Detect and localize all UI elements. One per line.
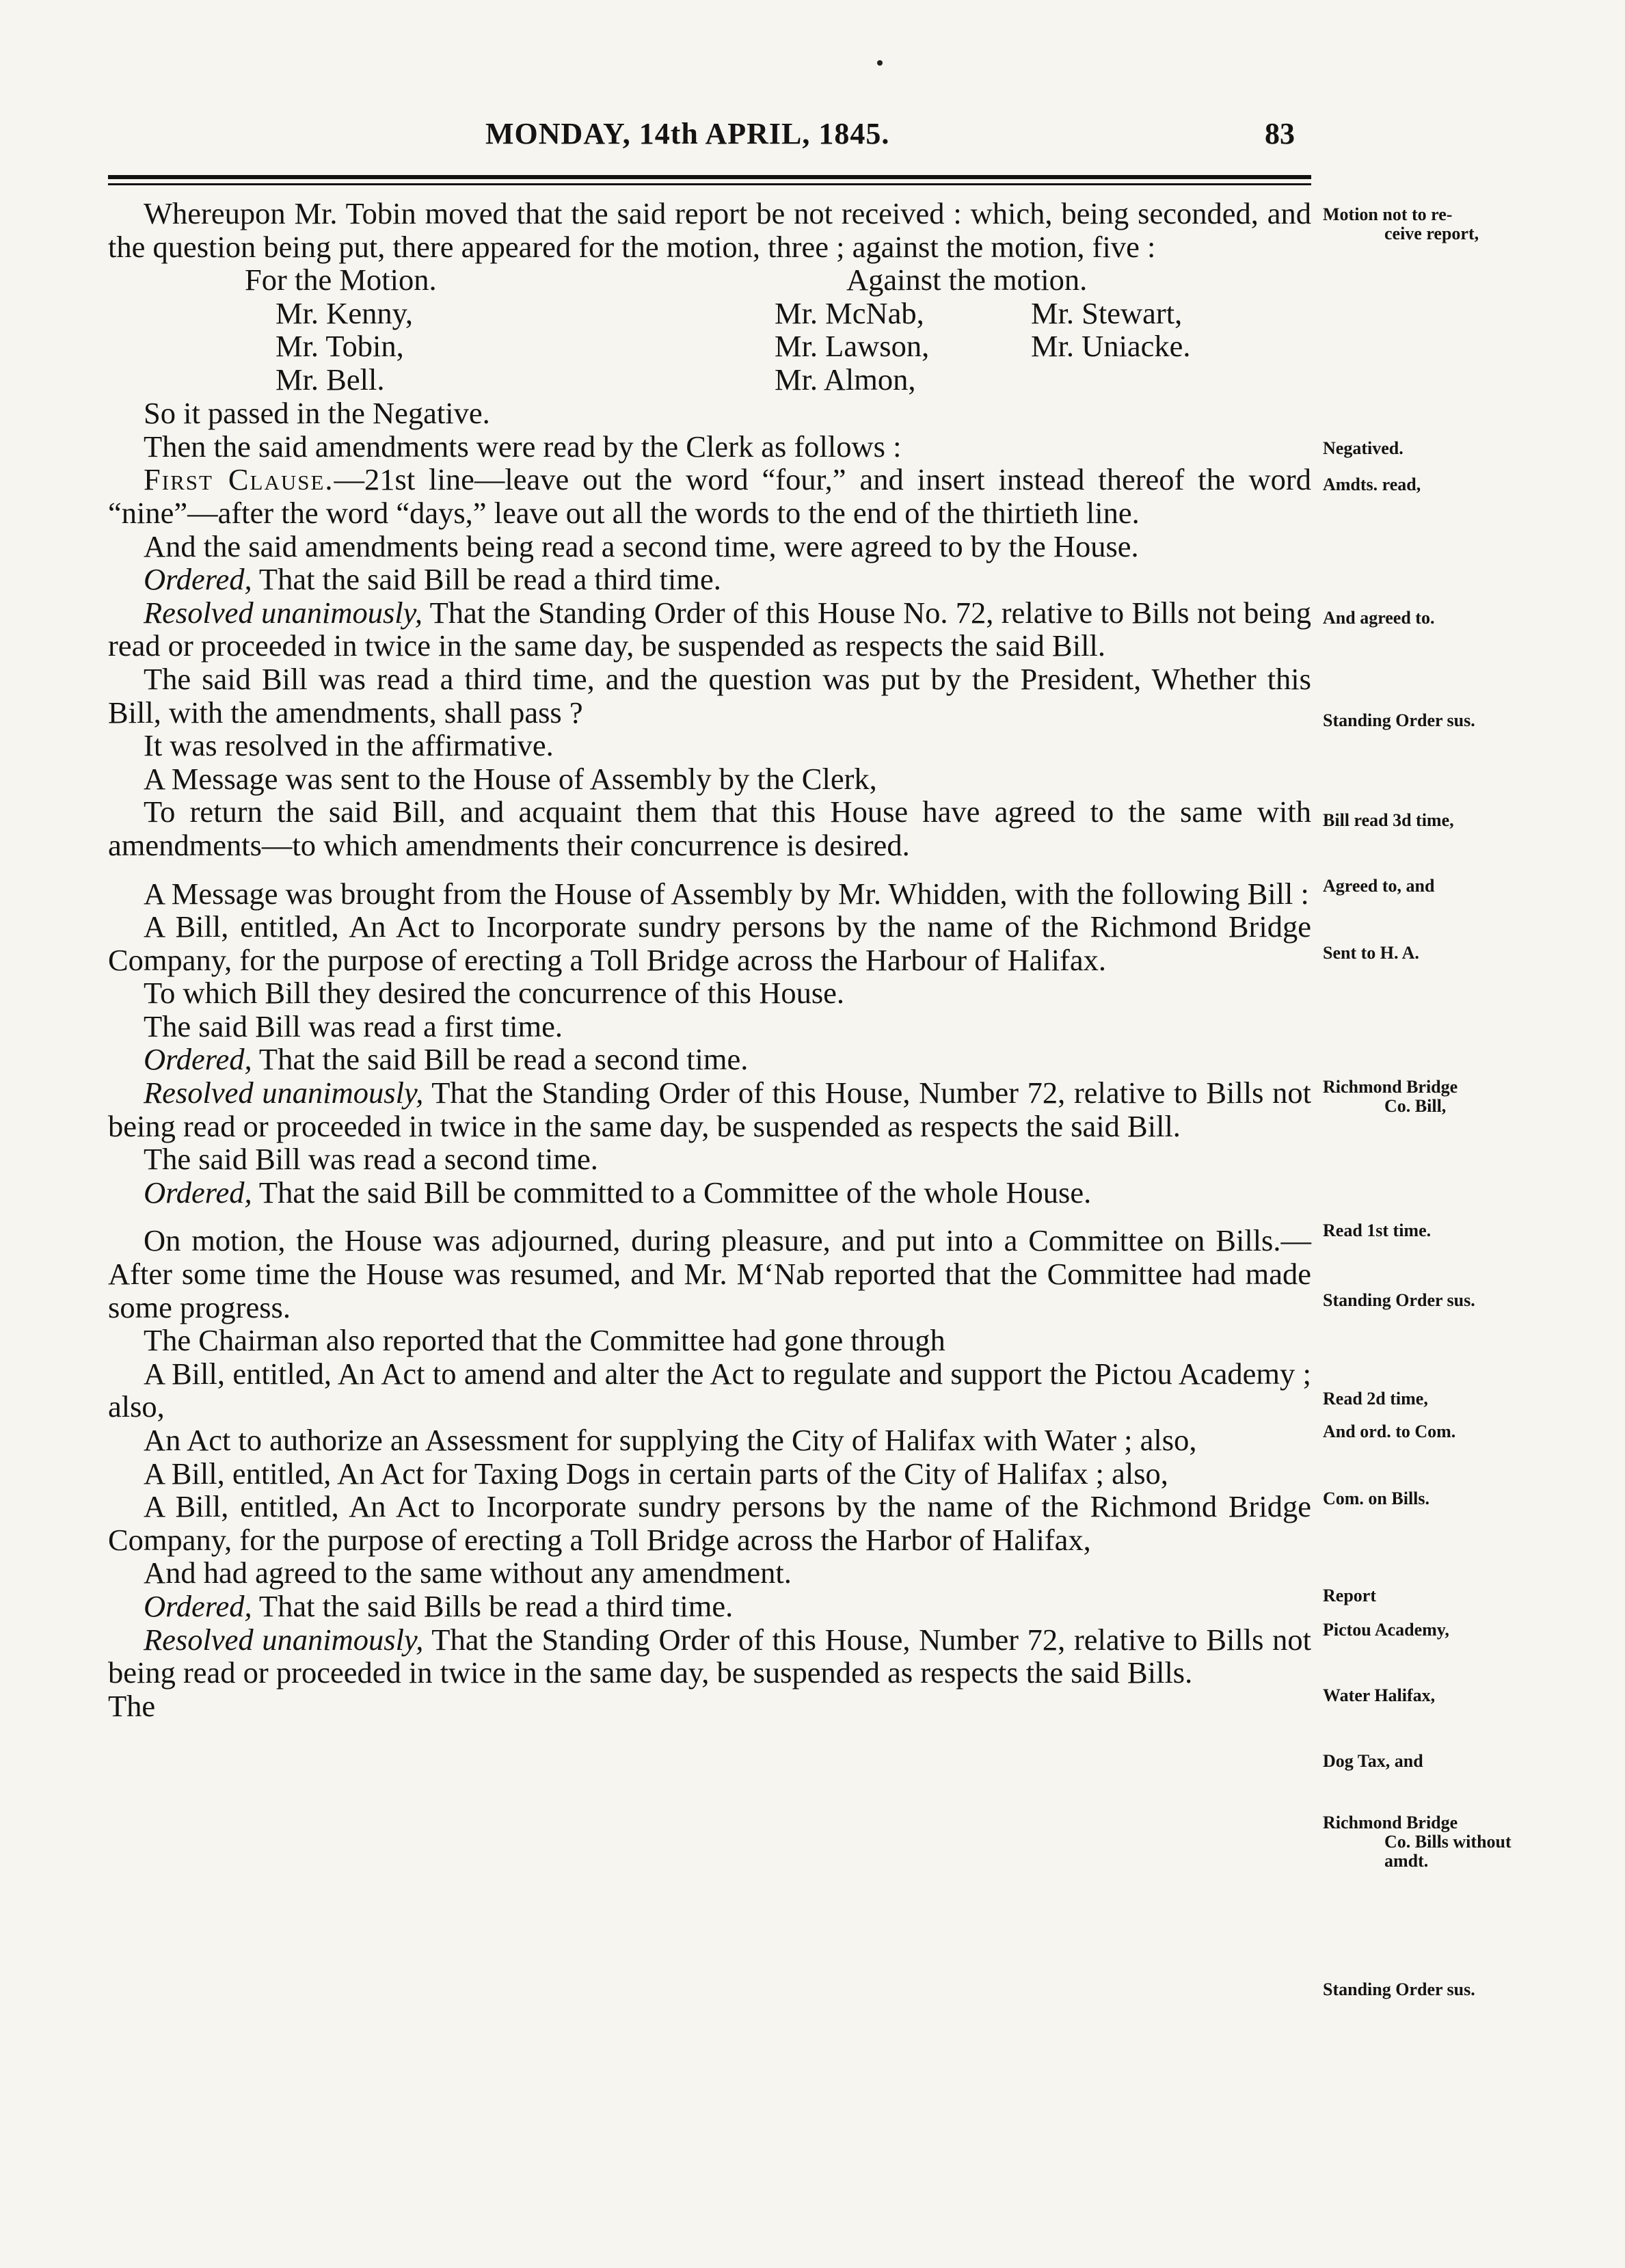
margin-note: Standing Order sus. (1323, 1290, 1475, 1310)
paragraph: Then the said amendments were read by the Clerk as follows : (144, 429, 902, 464)
order-label: Ordered, (144, 1588, 252, 1623)
paragraph: Whereupon Mr. Tobin moved that the said report be not received : which, being seconded, and the question being put, there appeared for the motion, three ; against the motion, five : (108, 196, 1311, 264)
paragraph: And had agreed to the same without any amendment. (144, 1556, 792, 1590)
paragraph (108, 563, 1311, 596)
division-list (108, 263, 1311, 397)
paragraph: To which Bill they desired the concurrence of this House. (144, 976, 845, 1011)
paragraph: So it passed in the Negative. (144, 396, 490, 431)
margin-note: Negatived. (1323, 438, 1404, 458)
paragraph: The said Bill was read a first time. (144, 1009, 563, 1043)
resolution-label: Resolved unanimously, (144, 595, 423, 630)
margin-note: Read 1st time. (1323, 1220, 1432, 1240)
against-motion-heading: Against the motion. (846, 263, 1088, 297)
for-member: Mr. Bell. (276, 362, 385, 397)
page-header (0, 116, 1625, 171)
margin-note-line: Co. Bills without (1384, 1832, 1512, 1852)
margin-note (1323, 205, 1624, 243)
resolution-text: That the Standing Order of this House, Number 72, relative to Bills not being read or proceeded in twice in the same day, be suspended as respects the said Bills. (108, 1622, 1311, 1690)
margin-note: Dog Tax, and (1323, 1751, 1423, 1771)
margin-note-line: ceive report, (1384, 224, 1479, 243)
margin-note: Com. on Bills. (1323, 1489, 1430, 1508)
margin-note: Standing Order sus. (1323, 710, 1475, 730)
margin-note: Report (1323, 1586, 1376, 1605)
margin-note-line: Motion not to re- (1323, 204, 1453, 224)
margin-note: And agreed to. (1323, 608, 1435, 628)
for-member: Mr. Tobin, (276, 329, 404, 364)
margin-note (1323, 1078, 1624, 1116)
margin-note (1323, 1813, 1624, 1871)
paragraph (108, 463, 1311, 529)
paragraph: It was resolved in the affirmative. (144, 728, 554, 763)
journal-body (108, 197, 1311, 1722)
paragraph (108, 1076, 1311, 1143)
paragraph: A Bill, entitled, An Act to amend and alter the Act to regulate and support the Pictou Academy ; also, (108, 1356, 1311, 1424)
margin-note: Amdts. read, (1323, 475, 1421, 494)
margin-note-line: Co. Bill, (1384, 1096, 1447, 1116)
margin-note-line: Richmond Bridge (1323, 1077, 1458, 1097)
paragraph (108, 596, 1311, 663)
against-member: Mr. Lawson, (775, 329, 930, 364)
against-member: Mr. Stewart, (1031, 296, 1183, 331)
paragraph: A Message was sent to the House of Assembly by the Clerk, (144, 761, 877, 796)
ink-dot (877, 60, 883, 66)
order-text: That the said Bills be read a third time. (252, 1588, 734, 1623)
paragraph: A Bill, entitled, An Act for Taxing Dogs in certain parts of the City of Halifax ; also, (144, 1456, 1168, 1491)
paragraph: On motion, the House was adjourned, during pleasure, and put into a Committee on Bills.—After some time the House was resumed, and Mr. M‘Nab reported that the Committee had made some progress. (108, 1223, 1311, 1324)
margin-note: Read 2d time, (1323, 1389, 1428, 1409)
clause-text: —21st line—leave out the word “four,” and insert instead thereof the word “nine”—after the word “days,” leave out all the words to the end of the thirtieth line. (108, 462, 1311, 530)
against-member: Mr. Uniacke. (1031, 329, 1191, 364)
order-label: Ordered, (144, 1042, 252, 1077)
for-motion-heading: For the Motion. (245, 263, 437, 297)
clause-label: First Clause. (144, 462, 334, 497)
margin-note: Sent to H. A. (1323, 943, 1419, 963)
page-title: MONDAY, 14th APRIL, 1845. (485, 117, 890, 150)
margin-note: Agreed to, and (1323, 876, 1435, 896)
margin-note: Pictou Academy, (1323, 1620, 1449, 1640)
paragraph (108, 1043, 1311, 1076)
order-text: That the said Bill be committed to a Committee of the whole House. (252, 1175, 1092, 1210)
paragraph: The said Bill was read a third time, and the question was put by the President, Whether this Bill, with the amendments, shall pass ? (108, 661, 1311, 730)
margin-note: And ord. to Com. (1323, 1422, 1456, 1441)
paragraph: A Message was brought from the House of Assembly by Mr. Whidden, with the following Bill : (144, 876, 1309, 911)
resolution-label: Resolved unanimously, (144, 1622, 424, 1657)
page-number: 83 (1265, 117, 1295, 150)
resolution-label: Resolved unanimously, (144, 1076, 424, 1110)
margin-note-line: amdt. (1384, 1851, 1429, 1871)
margin-note: Bill read 3d time, (1323, 810, 1454, 830)
paragraph (108, 1176, 1311, 1210)
catchword: The (108, 1688, 156, 1723)
margin-note-line: Richmond Bridge (1323, 1813, 1458, 1832)
margin-note: Water Halifax, (1323, 1685, 1436, 1705)
header-rule-thick (108, 175, 1311, 179)
paragraph: To return the said Bill, and acquaint them that this House have agreed to the same with amendments—to which amendments their concurrence is desired. (108, 795, 1311, 862)
paragraph: A Bill, entitled, An Act to Incorporate sundry persons by the name of the Richmond Bridge Company, for the purpose of erecting a Toll Bridge across the Harbour of Halifax. (108, 909, 1311, 977)
paragraph: A Bill, entitled, An Act to Incorporate sundry persons by the name of the Richmond Bridge Company, for the purpose of erecting a Toll Bridge across the Harbor of Halifax, (108, 1489, 1311, 1557)
order-label: Ordered, (144, 1175, 252, 1210)
paragraph (108, 1623, 1311, 1690)
paragraph: The Chairman also reported that the Committee had gone through (144, 1323, 945, 1358)
margin-note: Standing Order sus. (1323, 1979, 1475, 1999)
against-member: Mr. McNab, (775, 296, 924, 331)
against-member: Mr. Almon, (775, 362, 916, 397)
resolution-text: That the Standing Order of this House, Number 72, relative to Bills not being read or proceeded in twice in the same day, be suspended as respects the said Bill. (108, 1076, 1311, 1143)
paragraph: An Act to authorize an Assessment for supplying the City of Halifax with Water ; also, (144, 1423, 1197, 1457)
paragraph: And the said amendments being read a second time, were agreed to by the House. (144, 529, 1139, 563)
paragraph: The said Bill was read a second time. (144, 1142, 598, 1177)
paragraph (108, 1590, 1311, 1623)
for-member: Mr. Kenny, (276, 296, 414, 331)
order-text: That the said Bill be read a second time. (252, 1042, 749, 1077)
header-rule-thin (108, 183, 1311, 185)
order-text: That the said Bill be read a third time. (252, 562, 721, 597)
resolution-text: That the Standing Order of this House No. 72, relative to Bills not being read or proceeded in twice in the same day, be suspended as respects the said Bill. (108, 595, 1311, 663)
order-label: Ordered, (144, 562, 252, 597)
